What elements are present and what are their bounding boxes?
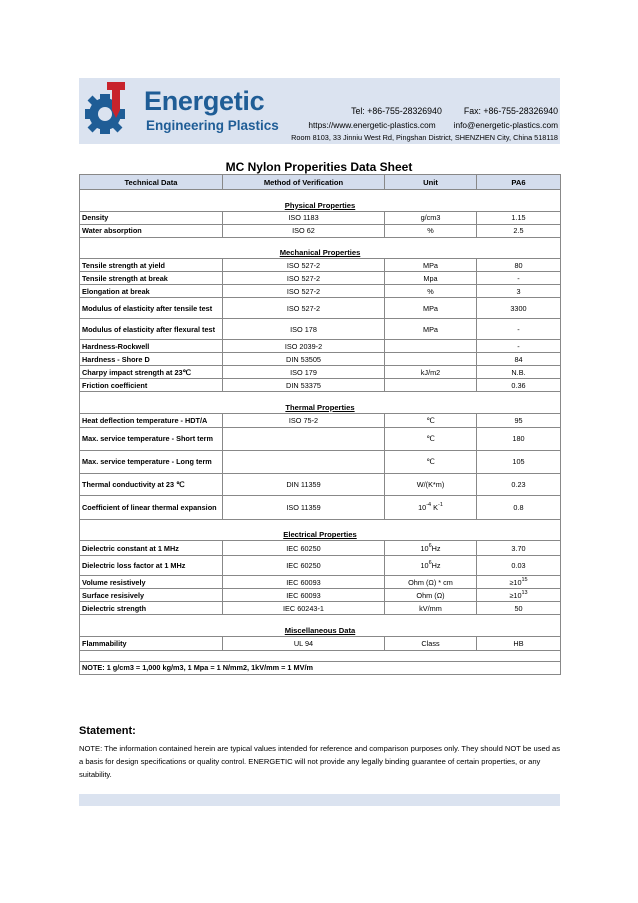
table-row xyxy=(80,427,561,450)
unit-cell: ℃ xyxy=(385,413,477,427)
spacer xyxy=(80,237,561,248)
value-cell: HB xyxy=(477,636,561,650)
brand-subtitle: Engineering Plastics xyxy=(146,118,279,133)
value-cell: 0.03 xyxy=(477,556,561,576)
method-cell: IEC 60250 xyxy=(223,541,385,556)
spacer xyxy=(80,650,561,661)
page-title: MC Nylon Properities Data Sheet xyxy=(225,160,413,174)
section-title-mechanical: Mechanical Properties xyxy=(80,248,561,259)
spacer xyxy=(80,519,561,530)
method-cell: ISO 527-2 xyxy=(223,259,385,272)
property-name: Density xyxy=(80,211,223,224)
column-header: PA6 xyxy=(477,175,561,190)
table-row xyxy=(80,319,561,340)
method-cell: UL 94 xyxy=(223,636,385,650)
value-cell: - xyxy=(477,272,561,285)
property-name: Dielectric constant at 1 MHz xyxy=(80,541,223,556)
value-cell: 80 xyxy=(477,259,561,272)
website-link[interactable]: https://www.energetic-plastics.com xyxy=(308,120,436,130)
unit-cell: ℃ xyxy=(385,450,477,473)
method-cell: ISO 11359 xyxy=(223,495,385,519)
table-row xyxy=(80,576,561,589)
property-name: Max. service temperature - Short term xyxy=(80,427,223,450)
property-name: Modulus of elasticity after flexural test xyxy=(80,319,223,340)
table-row xyxy=(80,602,561,615)
contact-web-line xyxy=(308,120,558,130)
property-name: Thermal conductivity at 23 ℃ xyxy=(80,473,223,495)
method-cell: ISO 527-2 xyxy=(223,272,385,285)
method-cell: ISO 178 xyxy=(223,319,385,340)
value-cell: 3300 xyxy=(477,298,561,319)
property-name: Hardness-Rockwell xyxy=(80,340,223,353)
spacer xyxy=(80,392,561,403)
statement-text: NOTE: The information contained herein are typical values intended for reference and comparison purposes only. They should NOT be used as a basis for design specifications or quality control. ENERGETIC will not provide any legally binding guarantee of certain properties, or any suitability. xyxy=(79,744,561,779)
table-row xyxy=(80,495,561,519)
unit-cell: kJ/m2 xyxy=(385,366,477,379)
table-row xyxy=(80,413,561,427)
value-cell: 105 xyxy=(477,450,561,473)
value-base: ≥10 xyxy=(509,590,522,600)
unit-cell: Mpa xyxy=(385,272,477,285)
property-name: Charpy impact strength at 23℃ xyxy=(80,366,223,379)
method-cell: ISO 1183 xyxy=(223,211,385,224)
contact-phone-line xyxy=(351,106,558,116)
property-name: Hardness - Shore D xyxy=(80,353,223,366)
value-cell: 2.5 xyxy=(477,224,561,237)
method-cell: IEC 60093 xyxy=(223,589,385,602)
value-cell: 180 xyxy=(477,427,561,450)
unit-base: 10 xyxy=(420,543,429,553)
table-row xyxy=(80,259,561,272)
unit-cell xyxy=(385,556,477,576)
value-cell: 3.70 xyxy=(477,541,561,556)
property-name: Surface resisively xyxy=(80,589,223,602)
column-header: Method of Verification xyxy=(223,175,385,190)
property-name: Friction coefficient xyxy=(80,379,223,392)
unit-cell: ℃ xyxy=(385,427,477,450)
unit-suffix: Hz xyxy=(431,543,441,553)
value-cell: 0.36 xyxy=(477,379,561,392)
spacer xyxy=(80,190,561,201)
unit-cell: MPa xyxy=(385,259,477,272)
unit-cell: MPa xyxy=(385,319,477,340)
unit-cell: W/(K*m) xyxy=(385,473,477,495)
method-cell: ISO 75-2 xyxy=(223,413,385,427)
unit-exponent: -4 xyxy=(426,501,432,508)
value-exponent: 15 xyxy=(521,576,528,583)
note-row xyxy=(80,661,561,674)
section-title-electrical: Electrical Properties xyxy=(80,530,561,541)
table-row xyxy=(80,541,561,556)
unit-exponent: 6 xyxy=(428,560,432,566)
table-row xyxy=(80,298,561,319)
value-cell: - xyxy=(477,319,561,340)
statement-title: Statement: xyxy=(79,725,136,737)
value-cell: 95 xyxy=(477,413,561,427)
unit-cell: kV/mm xyxy=(385,602,477,615)
method-cell: ISO 179 xyxy=(223,366,385,379)
units-note: NOTE: 1 g/cm3 = 1,000 kg/m3, 1 Mpa = 1 N/mm2, 1kV/mm = 1 MV/m xyxy=(80,661,561,674)
unit-cell: % xyxy=(385,224,477,237)
property-name: Heat deflection temperature - HDT/A xyxy=(80,413,223,427)
unit-cell xyxy=(385,541,477,556)
property-name: Volume resistively xyxy=(80,576,223,589)
property-name: Elongation at break xyxy=(80,285,223,298)
unit-cell: MPa xyxy=(385,298,477,319)
property-name: Flammability xyxy=(80,636,223,650)
method-cell xyxy=(223,450,385,473)
unit-cell xyxy=(385,495,477,519)
property-name: Max. service temperature - Long term xyxy=(80,450,223,473)
unit-cell: g/cm3 xyxy=(385,211,477,224)
table-row xyxy=(80,211,561,224)
unit-suffix: Hz xyxy=(431,561,441,570)
column-header: Technical Data xyxy=(80,175,223,190)
method-cell: ISO 527-2 xyxy=(223,298,385,319)
table-row xyxy=(80,450,561,473)
unit-base: 10 xyxy=(418,502,427,512)
table-row xyxy=(80,556,561,576)
unit-cell: Class xyxy=(385,636,477,650)
value-cell: 0.23 xyxy=(477,473,561,495)
value-cell: 84 xyxy=(477,353,561,366)
value-cell: N.B. xyxy=(477,366,561,379)
property-name: Modulus of elasticity after tensile test xyxy=(80,298,223,319)
unit-base: K xyxy=(433,502,439,512)
table-row xyxy=(80,379,561,392)
value-cell: 50 xyxy=(477,602,561,615)
table-row xyxy=(80,589,561,602)
unit-cell: Ohm (Ω) xyxy=(385,589,477,602)
property-name: Dielectric loss factor at 1 MHz xyxy=(80,556,223,576)
property-name: Tensile strength at yield xyxy=(80,259,223,272)
section-title-thermal: Thermal Properties xyxy=(80,402,561,413)
table-row xyxy=(80,272,561,285)
unit-cell xyxy=(385,340,477,353)
address-text: Room 8103, 33 Jinniu West Rd, Pingshan District, SHENZHEN City, China 518118 xyxy=(291,133,558,142)
value-exponent: 13 xyxy=(521,589,528,596)
value-cell xyxy=(477,576,561,589)
table-row xyxy=(80,285,561,298)
property-name: Water absorption xyxy=(80,224,223,237)
email-link[interactable]: info@energetic-plastics.com xyxy=(453,120,558,130)
unit-cell: Ohm (Ω) * cm xyxy=(385,576,477,589)
column-header: Unit xyxy=(385,175,477,190)
method-cell: IEC 60243-1 xyxy=(223,602,385,615)
unit-exponent: 6 xyxy=(428,542,432,549)
unit-base: 10 xyxy=(420,561,429,570)
data-sheet-table xyxy=(79,174,561,675)
unit-cell xyxy=(385,353,477,366)
property-name: Tensile strength at break xyxy=(80,272,223,285)
method-cell: ISO 62 xyxy=(223,224,385,237)
value-cell: - xyxy=(477,340,561,353)
table-row xyxy=(80,353,561,366)
table-row xyxy=(80,366,561,379)
method-cell xyxy=(223,427,385,450)
table-header-row xyxy=(80,175,561,190)
value-cell: 1.15 xyxy=(477,211,561,224)
property-name: Coefficient of linear thermal expansion xyxy=(80,495,223,519)
section-title-misc: Miscellaneous Data xyxy=(80,625,561,636)
table-row xyxy=(80,473,561,495)
fax-text: Fax: +86-755-28326940 xyxy=(463,106,558,116)
spacer xyxy=(80,615,561,626)
unit-cell xyxy=(385,379,477,392)
table-row xyxy=(80,340,561,353)
method-cell: DIN 53505 xyxy=(223,353,385,366)
method-cell: IEC 60250 xyxy=(223,556,385,576)
method-cell: DIN 11359 xyxy=(223,473,385,495)
value-cell xyxy=(477,589,561,602)
unit-cell: % xyxy=(385,285,477,298)
method-cell: IEC 60093 xyxy=(223,576,385,589)
section-title-physical: Physical Properties xyxy=(80,200,561,211)
value-base: ≥10 xyxy=(509,577,522,587)
value-cell: 0.8 xyxy=(477,495,561,519)
footer-band xyxy=(79,794,560,806)
table-row xyxy=(80,224,561,237)
tel-text: Tel: +86-755-28326940 xyxy=(351,106,442,116)
method-cell: ISO 527-2 xyxy=(223,285,385,298)
value-cell: 3 xyxy=(477,285,561,298)
table-row xyxy=(80,636,561,650)
method-cell: DIN 53375 xyxy=(223,379,385,392)
unit-exponent: -1 xyxy=(438,501,443,508)
property-name: Dielectric strength xyxy=(80,602,223,615)
method-cell: ISO 2039-2 xyxy=(223,340,385,353)
company-logo-icon xyxy=(83,80,133,138)
brand-name: Energetic xyxy=(144,86,265,116)
